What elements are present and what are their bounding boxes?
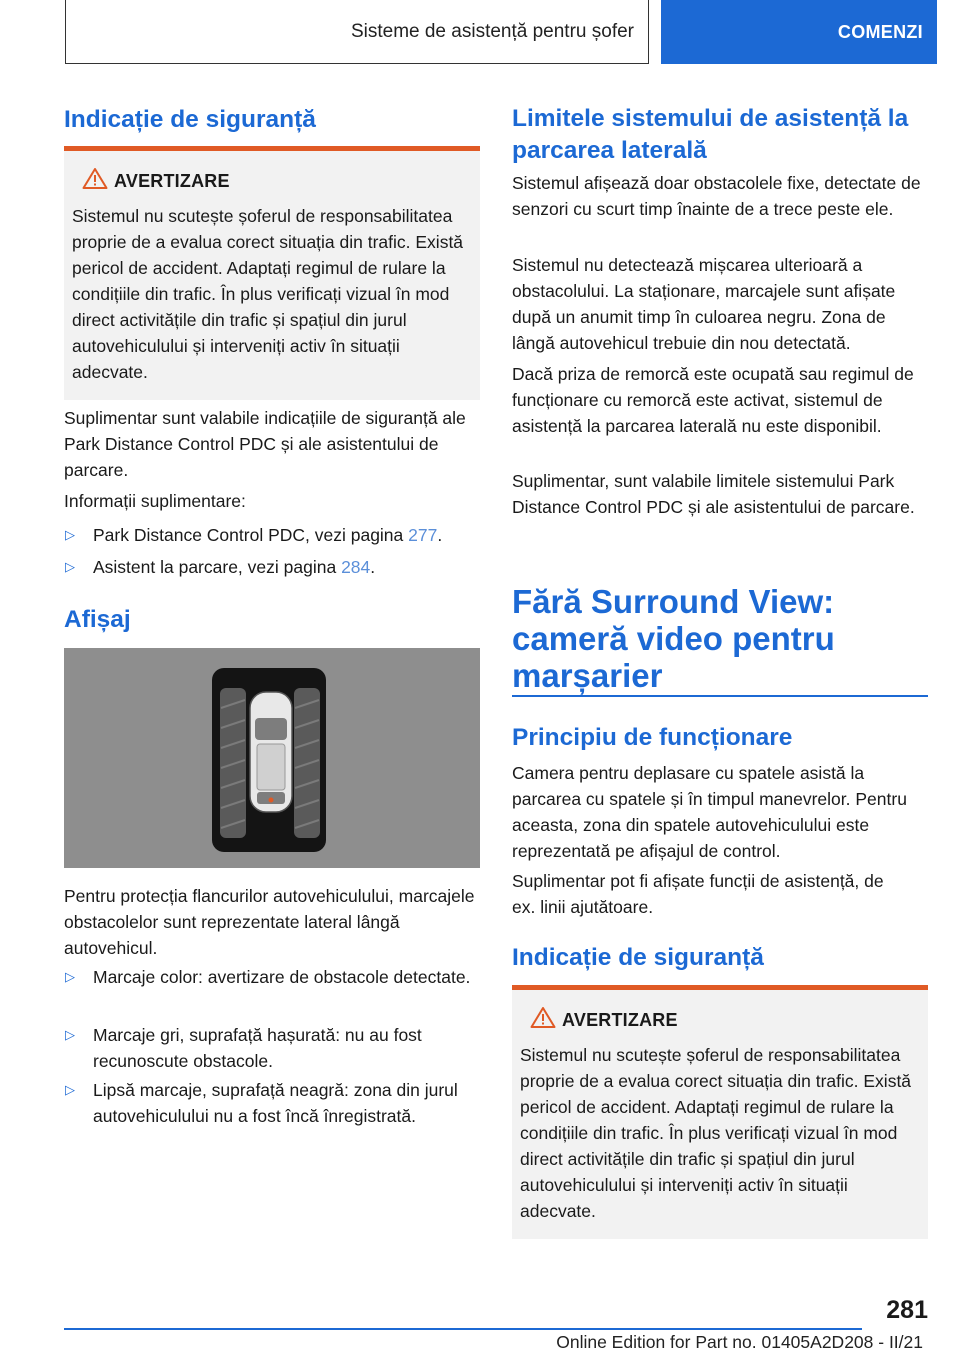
car-top-view-illustration [64, 648, 480, 868]
heading-rear-view-camera: Fără Surround View: cameră video pentru marșarier [512, 583, 835, 694]
footer-edition: Online Edition for Part no. 01405A2D208 - II/21 [556, 1332, 923, 1352]
bullet-triangle-icon: ▷ [65, 969, 75, 984]
warning-triangle-icon [530, 1006, 556, 1029]
paragraph-trailer: Dacă priza de remorcă este ocupată sau regimul de funcționare cu remorcă este activat, sistemul de asistență la parcarea laterală nu este disponibil. [512, 364, 914, 436]
warning-triangle-icon [82, 167, 108, 190]
warning-text: Sistemul nu scutește șoferul de responsabilitatea proprie de a evalua corect situația din trafic. Există pericol de accident. Adaptați regimul de rulare la condițiile din trafic. În plus verificați vizual în mod direct activitățile din trafic și spațiul din jurul autovehiculului și interveniți activ în situații adecvate. [72, 206, 464, 382]
page-link-277[interactable]: 277 [408, 525, 438, 545]
list-item-pdc: ▷ Park Distance Control PDC, vezi pagina 277. [64, 522, 480, 548]
paragraph-assistance-functions: Suplimentar pot fi afișate funcții de asistență, de ex. linii ajutătoare. [512, 871, 884, 917]
warning-box-left [64, 146, 480, 400]
header-section-title: Sisteme de asistență pentru șofer [65, 0, 649, 64]
bullet-triangle-icon: ▷ [65, 1027, 75, 1042]
heading-display: Afișaj [64, 606, 131, 633]
bullet-triangle-icon: ▷ [65, 1082, 75, 1097]
bullet-triangle-icon: ▷ [65, 559, 75, 574]
paragraph-supplementary: Suplimentar sunt valabile indicațiile de siguranță ale Park Distance Control PDC și ale asistentului de parcare. [64, 408, 466, 480]
list-item-no-markings: ▷ Lipsă marcaje, suprafață neagră: zona din jurul autovehiculului nu a fost încă înregistrată. [64, 1077, 480, 1129]
paragraph-info: Informații suplimentare: [64, 491, 246, 511]
parking-display-image [64, 648, 480, 868]
bullet-triangle-icon: ▷ [65, 527, 75, 542]
paragraph-movement: Sistemul nu detectează mișcarea ulterioară a obstacolului. La staționare, marcajele sunt afișate după un anumit timp în culoarea negru. Zona de lângă autovehicul trebuie din nou detectată. [512, 255, 896, 353]
warning-title: AVERTIZARE [114, 171, 230, 191]
page-number: 281 [886, 1296, 928, 1324]
warning-title: AVERTIZARE [562, 1010, 678, 1030]
header-tab-comenzi[interactable]: COMENZI [661, 0, 937, 64]
list-item-color-markings: ▷ Marcaje color: avertizare de obstacole detectate. [64, 964, 480, 990]
warning-box-right-panel [512, 985, 928, 1239]
heading-function-principle: Principiu de funcționare [512, 724, 793, 751]
paragraph-pdc-limits: Suplimentar, sunt valabile limitele sistemului Park Distance Control PDC și ale asistentului de parcare. [512, 471, 915, 517]
heading-safety-left: Indicație de siguranță [64, 106, 316, 133]
section-divider [512, 695, 928, 697]
paragraph-flank-protection: Pentru protecția flancurilor autovehiculului, marcajele obstacolelor sunt reprezentate lateral lângă autovehicul. [64, 886, 475, 958]
footer-divider [64, 1328, 862, 1330]
paragraph-fixed-obstacles: Sistemul afișează doar obstacolele fixe, detectate de senzori cu scurt timp înainte de a trece peste ele. [512, 173, 921, 219]
heading-safety-right: Indicație de siguranță [512, 944, 764, 971]
heading-system-limits: Limitele sistemului de asistență la parcarea laterală [512, 105, 909, 164]
paragraph-camera-function: Camera pentru deplasare cu spatele asistă la parcarea cu spatele și în timpul manevrelor. Pentru aceasta, zona din spatele autovehiculului este reprezentată pe afișajul de control. [512, 763, 907, 861]
list-item-parking-assistant: ▷ Asistent la parcare, vezi pagina 284. [64, 554, 480, 580]
list-item-gray-markings: ▷ Marcaje gri, suprafață hașurată: nu au fost recunoscute obstacole. [64, 1022, 480, 1074]
page-link-284[interactable]: 284 [341, 557, 371, 577]
warning-text: Sistemul nu scutește șoferul de responsabilitatea proprie de a evalua corect situația din trafic. Există pericol de accident. Adaptați regimul de rulare la condițiile din trafic. În plus verificați vizual în mod direct activitățile din trafic și spațiul din jurul autovehiculului și interveniți activ în situații adecvate. [520, 1045, 912, 1221]
